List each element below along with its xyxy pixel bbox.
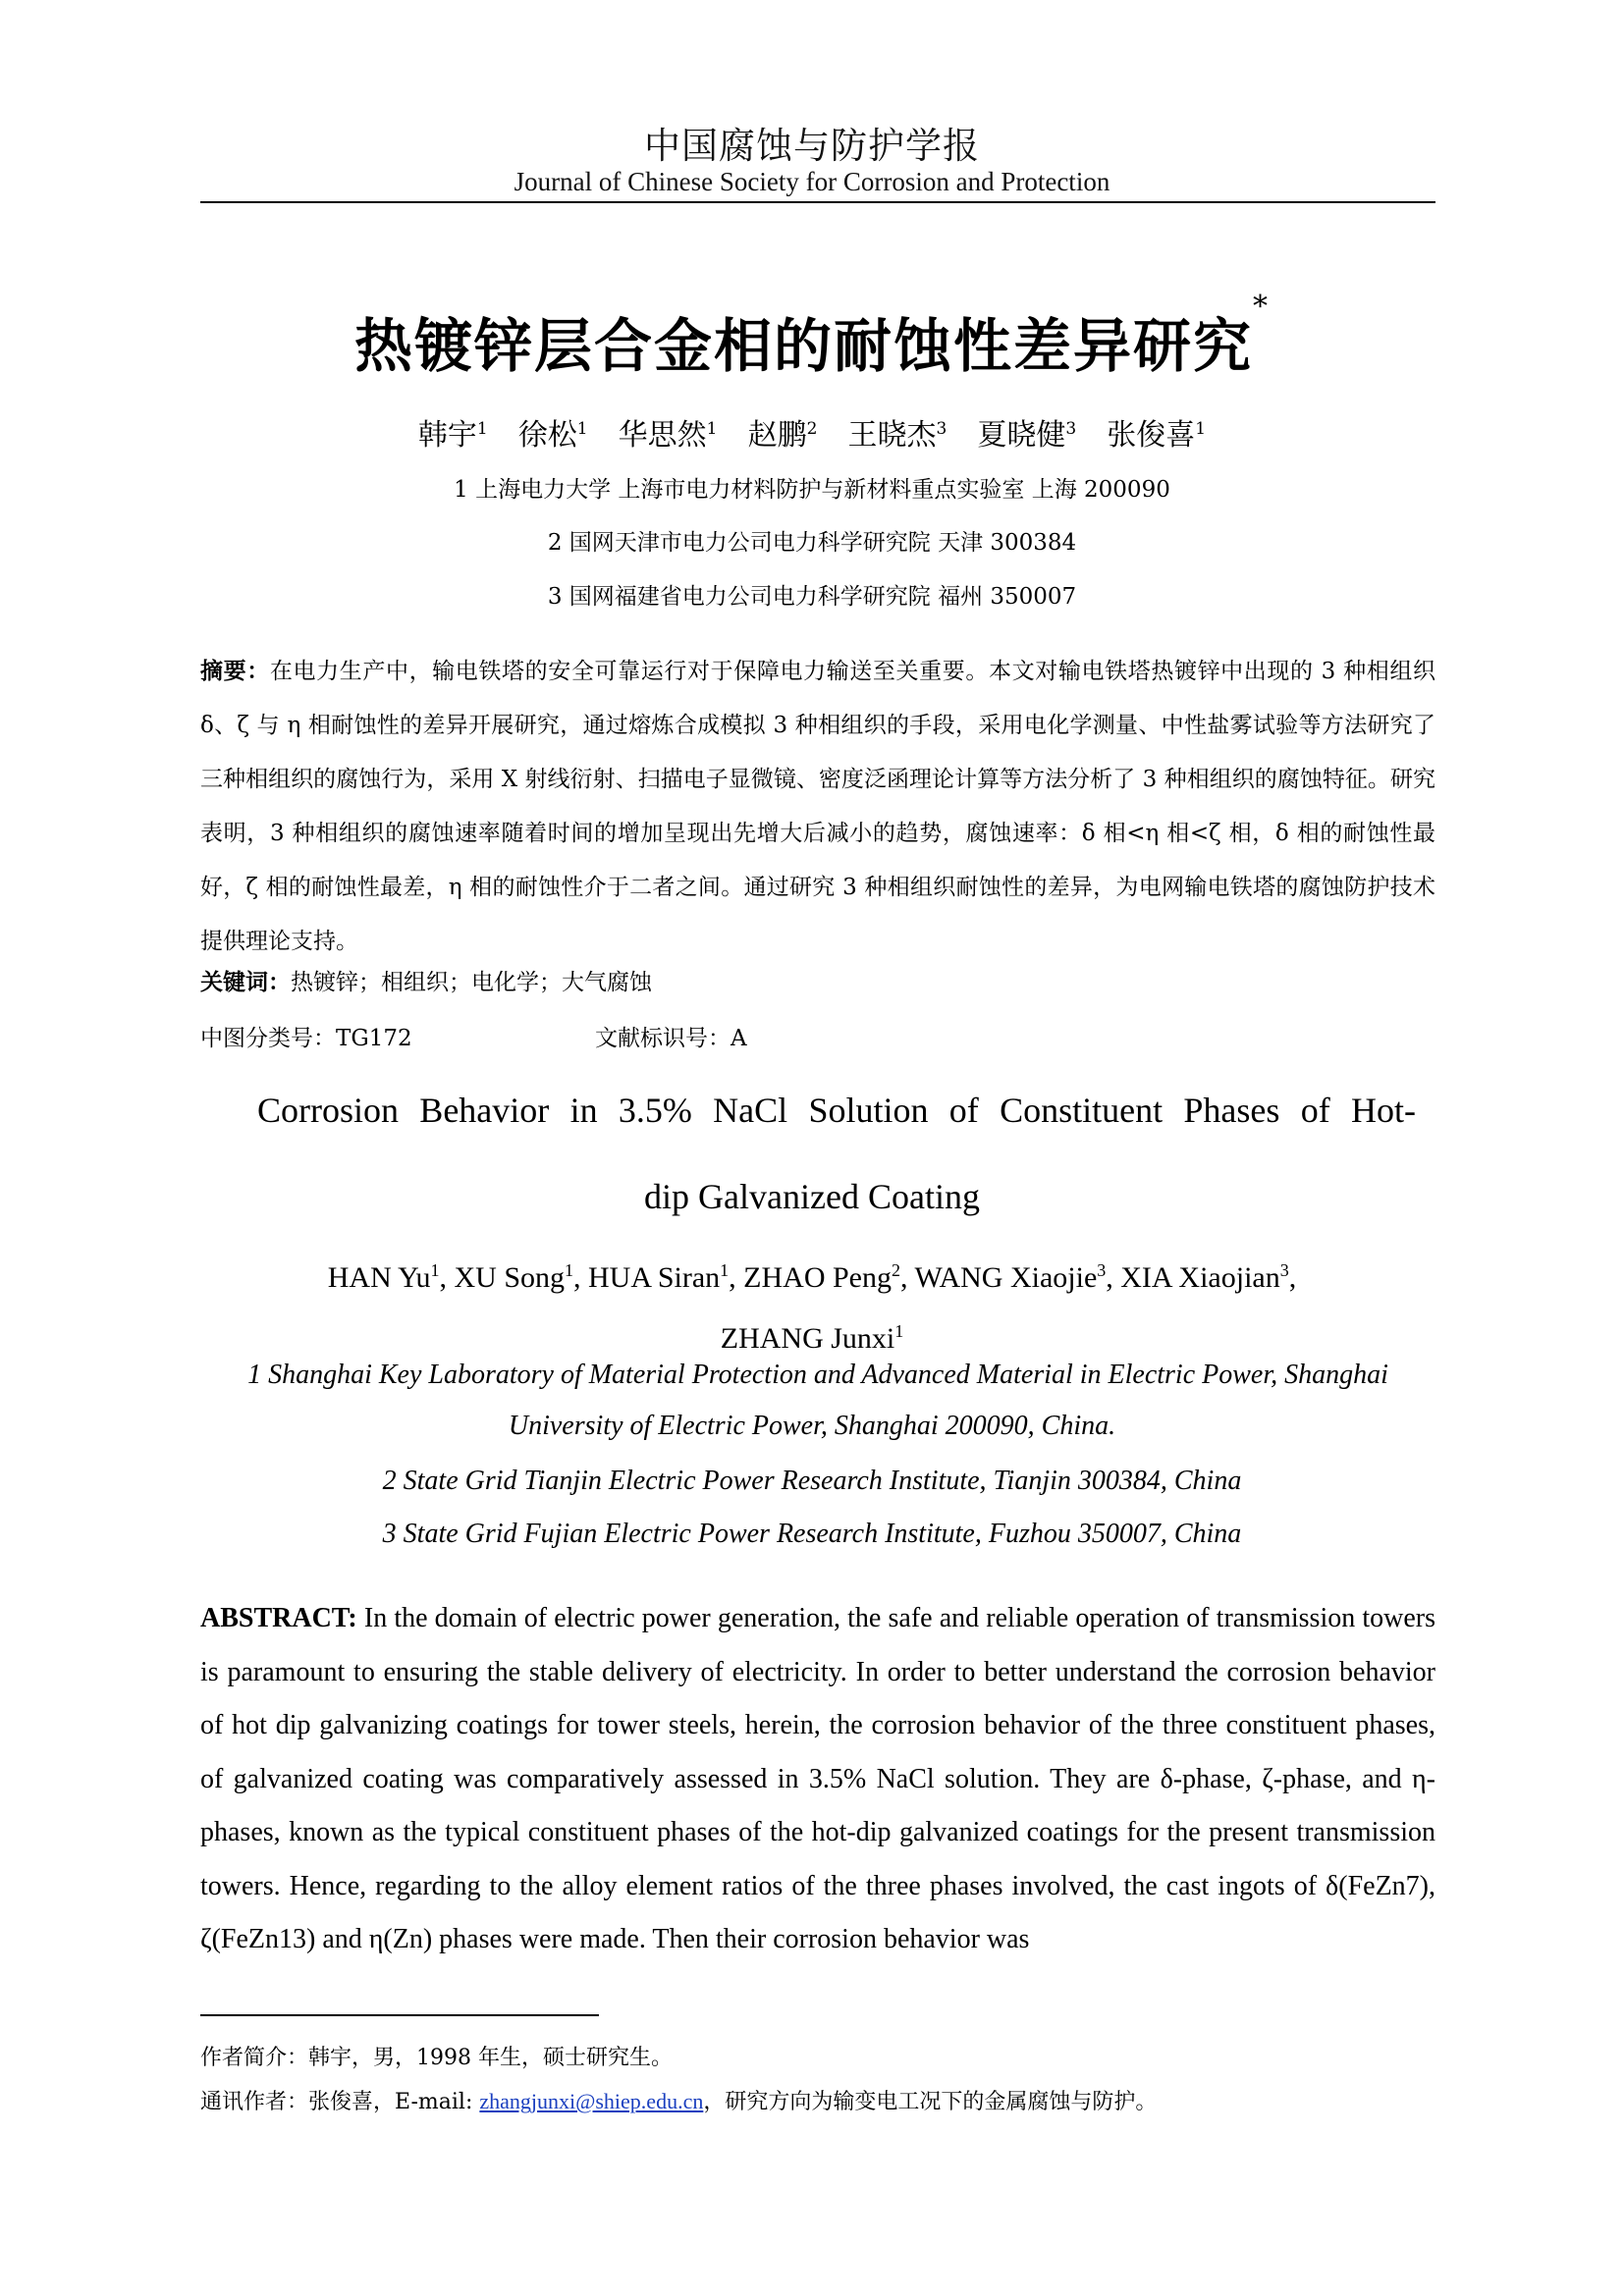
- author-cn: 王晓杰$^3$: [847, 418, 947, 453]
- affiliation-en-3: 3 State Grid Fujian Electric Power Research Institute, Fuzhou 350007, China: [382, 1519, 1242, 1549]
- footnote-divider: [200, 2014, 599, 2016]
- author-cn: 徐松$^1$: [517, 418, 588, 453]
- author-en: HUA Siran$^1$: [588, 1260, 730, 1294]
- affiliation-en-2: 2 State Grid Tianjin Electric Power Research Institute, Tianjin 300384, China: [382, 1466, 1242, 1496]
- author-en: XU Song$^1$: [454, 1260, 573, 1294]
- abstract-cn-text: 在电力生产中，输电铁塔的安全可靠运行对于保障电力输送至关重要。本文对输电铁塔热镀锌中出现的 3 种相组织 δ、ζ 与 η 相耐蚀性的差异开展研究，通过熔炼合成模拟 3 种相组织的手段，采用电化学测量、中性盐雾试验等方法研究了三种相组织的腐蚀行为，采用 X 射线衍射、扫描电子显微镜、密度泛函理论计算等方法分析了 3 种相组织的腐蚀特征。研究表明，3 种相组织的腐蚀速率随着时间的增加呈现出先增大后减小的趋势，腐蚀速率：δ 相<η 相<ζ 相，δ 相的耐蚀性最好，ζ 相的耐蚀性最差，η 相的耐蚀性介于二者之间。通过研究 3 种相组织耐蚀性的差异，为电网输电铁塔的腐蚀防护技术提供理论支持。: [200, 659, 1435, 954]
- affiliation-cn-2: 2 国网天津市电力公司电力科学研究院 天津 300384: [547, 530, 1077, 556]
- paper-title-en-line1: Corrosion Behavior in 3.5% NaCl Solution of Constituent Phases of Hot-: [257, 1091, 1416, 1130]
- affiliation-en-1-line1: 1 Shanghai Key Laboratory of Material Protection and Advanced Material in Electric Power, Shanghai: [247, 1360, 1388, 1390]
- author-cn: 赵鹏$^2$: [747, 418, 818, 453]
- abstract-cn-label: 摘要：: [200, 658, 270, 684]
- email-link[interactable]: zhangjunxi@shiep.edu.cn: [479, 2089, 704, 2113]
- header-divider: [200, 201, 1435, 203]
- document-code: 文献标识号：A: [595, 1026, 747, 1051]
- author-en: ZHAO Peng$^2$: [743, 1260, 900, 1294]
- author-cn: 夏晓健$^3$: [977, 418, 1077, 453]
- author-cn: 张俊喜$^1$: [1107, 418, 1207, 453]
- clc-number: 中图分类号：TG172: [200, 1026, 412, 1051]
- keywords-cn: [200, 968, 652, 997]
- author-en: XIA Xiaojian$^3$: [1120, 1260, 1289, 1294]
- keywords-text: 热镀锌；相组织；电化学；大气腐蚀: [291, 970, 652, 995]
- journal-title-en: Journal of Chinese Society for Corrosion and Protection: [514, 167, 1110, 196]
- keywords-label: 关键词：: [200, 969, 291, 995]
- abstract-en: [200, 1592, 1435, 1967]
- title-footnote-mark: *: [1253, 290, 1270, 324]
- journal-title-cn: 中国腐蚀与防护学报: [644, 125, 980, 167]
- title-text: 热镀锌层合金相的耐蚀性差异研究: [353, 312, 1253, 380]
- author-en: WANG Xiaojie$^3$: [914, 1260, 1107, 1294]
- author-en: HAN Yu$^1$: [327, 1260, 440, 1294]
- affiliation-cn-1: 1 上海电力大学 上海市电力材料防护与新材料重点实验室 上海 200090: [454, 477, 1170, 503]
- footnote-author-intro: 作者简介：韩宇，男，1998 年生，硕士研究生。: [200, 2046, 673, 2070]
- authors-cn: [0, 410, 1624, 454]
- corr-suffix: ，研究方向为输变电工况下的金属腐蚀与防护。: [703, 2090, 1158, 2114]
- footnote-corresponding-author: [200, 2088, 1157, 2116]
- abstract-en-label: ABSTRACT:: [200, 1603, 357, 1633]
- author-cn: 华思然$^1$: [618, 418, 718, 453]
- author-en: ZHANG Junxi$^1$: [720, 1321, 904, 1355]
- affiliation-cn-3: 3 国网福建省电力公司电力科学研究院 福州 350007: [547, 584, 1077, 610]
- abstract-cn: [200, 644, 1435, 969]
- affiliation-en-1-line2: University of Electric Power, Shanghai 200090, China.: [508, 1411, 1116, 1441]
- paper-title-en-line2: dip Galvanized Coating: [644, 1177, 980, 1216]
- authors-en: HAN Yu$^1$, XU Song$^1$, HUA Siran$^1$, ZHAO Peng$^2$, WANG Xiaojie$^3$, XIA Xiaojian$^3$, ZHANG Junxi$^1$: [327, 1260, 1297, 1355]
- paper-title-cn: [0, 290, 1624, 383]
- author-cn: 韩宇$^1$: [417, 418, 488, 453]
- corr-prefix: 通讯作者：张俊喜，E-mail:: [200, 2090, 480, 2114]
- abstract-en-text: In the domain of electric power generation, the safe and reliable operation of transmission towers is paramount to ensuring the stable delivery of electricity. In order to better understand the corrosion behavior of hot dip galvanizing coatings for tower steels, herein, the corrosion behavior of the three constituent phases, of galvanized coating was comparatively assessed in 3.5% NaCl solution. They are δ-phase, ζ-phase, and η- phases, known as the typical constituent phases of the hot-dip galvanized coatings for the present transmission towers. Hence, regarding to the alloy element ratios of the three phases involved, the cast ingots of δ(FeZn7), ζ(FeZn13) and η(Zn) phases were made. Then their corrosion behavior was: [200, 1603, 1436, 1954]
